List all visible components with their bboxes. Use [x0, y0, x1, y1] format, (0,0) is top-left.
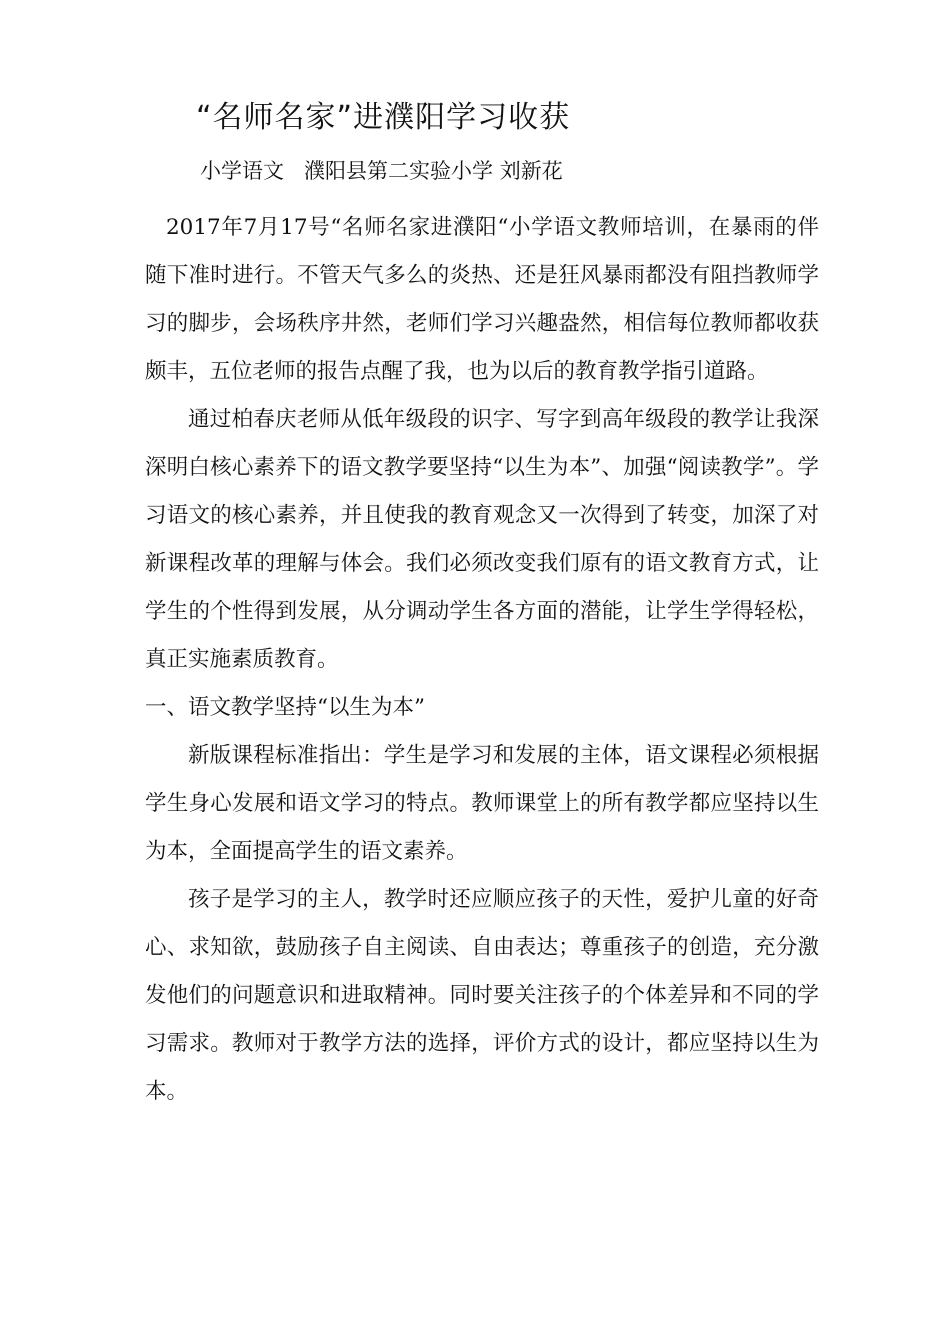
paragraph-children-learning: 孩子是学习的主人，教学时还应顺应孩子的天性，爱护儿童的好奇心、求知欲，鼓励孩子自主阅读、自由表达；尊重孩子的创造，充分激发他们的问题意识和进取精神。同时要关注孩子的个体差异和不同的学习需求。教师对于教学方法的选择，评价方式的设计，都应坚持以生为本。 [145, 887, 819, 1104]
paragraph-core-literacy: 通过柏春庆老师从低年级段的识字、写字到高年级段的教学让我深深明白核心素养下的语文教学要坚持“以生为本”、加强“阅读教学”。学习语文的核心素养，并且使我的教育观念又一次得到了转变，加深了对新课程改革的理解与体会。我们必须改变我们原有的语文教育方式，让学生的个性得到发展，从分调动学生各方面的潜能，让学生学得轻松，真正实施素质教育。 [145, 407, 819, 672]
document-title: “名师名家”进濮阳学习收获 [196, 100, 571, 135]
section-heading-student-centered: 一、语文教学坚持“以生为本” [145, 695, 425, 720]
author-byline: 小学语文 濮阳县第二实验小学 刘新花 [200, 159, 563, 183]
paragraph-intro: 2017年7月17号“名师名家进濮阳“小学语文教师培训，在暴雨的伴随下准时进行。不管天气多么的炎热、还是狂风暴雨都没有阻挡教师学习的脚步，会场秩序井然，老师们学习兴趣盎然，相信每位教师都收获颇丰，五位老师的报告点醒了我，也为以后的教育教学指引道路。 [145, 215, 819, 384]
document-body [145, 204, 819, 1116]
paragraph-curriculum-standard: 新版课程标准指出：学生是学习和发展的主体，语文课程必须根据学生身心发展和语文学习的特点。教师课堂上的所有教学都应坚持以生为本，全面提高学生的语文素养。 [145, 743, 819, 864]
